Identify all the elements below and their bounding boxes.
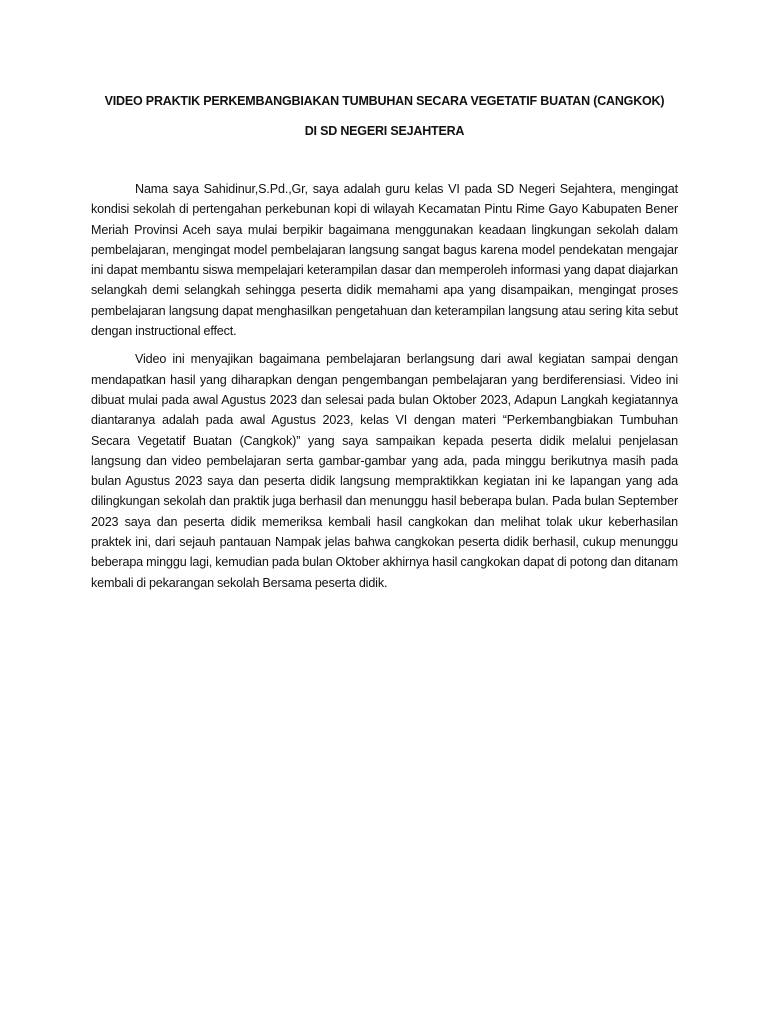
paragraph-video-description: Video ini menyajikan bagaimana pembelajaran berlangsung dari awal kegiatan sampai dengan mendapatkan hasil yang diharapkan dengan pengembangan pembelajaran yang berdiferensiasi. Video ini dibuat mulai pada awal Agustus 2023 dan selesai pada bulan Oktober 2023, Adapun Langkah kegiatannya diantaranya adalah pada awal Agustus 2023, kelas VI dengan materi “Perkembangbiakan Tumbuhan Secara Vegetatif Buatan (Cangkok)” yang saya sampaikan kepada peserta didik melalui penjelasan langsung dan video pembelajaran serta gambar-gambar yang ada, pada minggu berikutnya masih pada bulan Agustus 2023 saya dan peserta didik langsung mempraktikkan kegiatan ini ke lapangan yang ada dilingkungan sekolah dan praktik juga berhasil dan menunggu hasil beberapa bulan. Pada bulan September 2023 saya dan peserta didik memeriksa kembali hasil cangkokan dan melihat tolak ukur keberhasilan praktek ini, dari sejauh pantauan Nampak jelas bahwa cangkokan peserta didik berhasil, cukup menunggu beberapa minggu lagi, kemudian pada bulan Oktober akhirnya hasil cangkokan dapat di potong dan ditanam kembali di pekarangan sekolah Bersama peserta didik.: [91, 352, 678, 590]
document-title: VIDEO PRAKTIK PERKEMBANGBIAKAN TUMBUHAN SECARA VEGETATIF BUATAN (CANGKOK): [104, 94, 665, 108]
paragraph-introduction: Nama saya Sahidinur,S.Pd.,Gr, saya adalah guru kelas VI pada SD Negeri Sejahtera, mengingat kondisi sekolah di pertengahan perkebunan kopi di wilayah Kecamatan Pintu Rime Gayo Kabupaten Bener Meriah Provinsi Aceh saya mulai berpikir bagaimana menggunakan keadaan lingkungan sekolah dalam pembelajaran, mengingat model pembelajaran langsung sangat bagus karena model pendekatan mengajar ini dapat membantu siswa mempelajari keterampilan dasar dan memperoleh informasi yang dapat diajarkan selangkah demi selangkah sehingga peserta didik memahami apa yang disampaikan, mengingat proses pembelajaran langsung dapat menghasilkan pengetahuan dan keterampilan langsung atau sering kita sebut dengan instructional effect.: [91, 182, 678, 339]
document-subtitle: DI SD NEGERI SEJAHTERA: [304, 124, 465, 138]
document-body: [91, 179, 678, 601]
